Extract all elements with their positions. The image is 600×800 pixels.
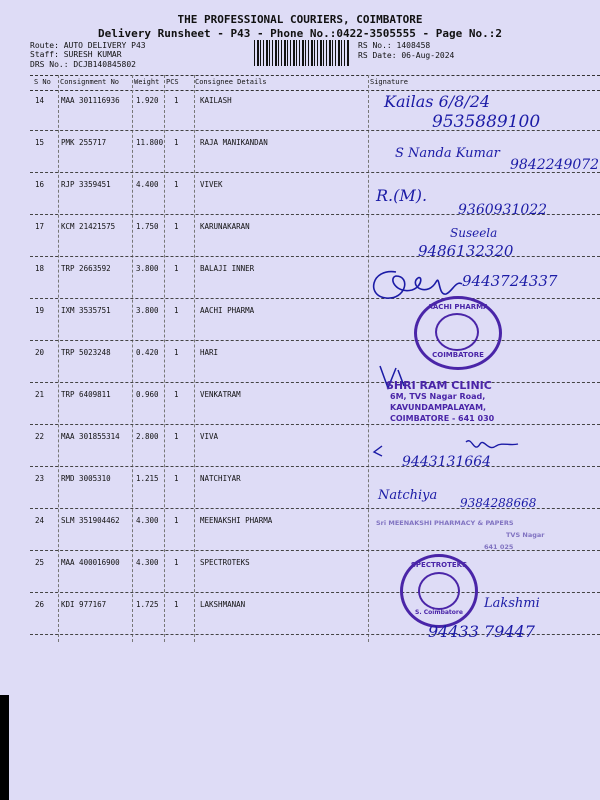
cell-weight: 4.400 [136, 180, 159, 189]
row-divider [30, 466, 600, 467]
cell-pcs: 1 [174, 180, 179, 189]
sig-26: Lakshmi [484, 596, 540, 611]
cell-sno: 19 [35, 306, 45, 315]
cell-consignment: TRP 2663592 [61, 264, 111, 273]
phone-17: 9486132320 [418, 242, 514, 260]
cell-consignment: PMK 255717 [61, 138, 107, 147]
cell-consignee: VIVA [200, 432, 219, 441]
cell-consignee: LAKSHMANAN [200, 600, 246, 609]
phone-18: 9443724337 [462, 272, 558, 290]
cell-sno: 26 [35, 600, 45, 609]
cell-consignee: RAJA MANIKANDAN [200, 138, 268, 147]
clinic-address-2: KAVUNDAMPALAYAM, [390, 403, 487, 412]
cell-sno: 20 [35, 348, 45, 357]
col-signature: Signature [370, 78, 408, 86]
cell-sno: 22 [35, 432, 45, 441]
stamp-text-top: SPECTROTEKS [410, 561, 468, 569]
cell-weight: 1.920 [136, 96, 159, 105]
cell-consignment: RMD 3005310 [61, 474, 111, 483]
runsheet-subtitle: Delivery Runsheet - P43 - Phone No.:0422-3505555 - Page No.:2 [98, 27, 502, 40]
cell-pcs: 1 [174, 390, 179, 399]
cell-weight: 4.300 [136, 516, 159, 525]
stamp-text-bottom: S. Coimbatore [415, 609, 463, 616]
cell-pcs: 1 [174, 348, 179, 357]
cell-sno: 23 [35, 474, 45, 483]
rs-date: RS Date: 06-Aug-2024 [358, 51, 455, 60]
stamp-inner-ring [435, 313, 479, 351]
col-sno: S No [34, 78, 51, 86]
stamp-inner-ring [418, 572, 460, 610]
cell-weight: 4.300 [136, 558, 159, 567]
cell-sno: 18 [35, 264, 45, 273]
cell-consignee: SPECTROTEKS [200, 558, 250, 567]
cell-weight: 3.800 [136, 306, 159, 315]
cell-pcs: 1 [174, 96, 179, 105]
cell-weight: 1.215 [136, 474, 159, 483]
row-divider [30, 298, 600, 299]
cell-weight: 3.800 [136, 264, 159, 273]
drs-number: DRS No.: DCJB140845802 [30, 60, 136, 69]
phone-22: 9443131664 [402, 454, 492, 470]
cell-sno: 14 [35, 96, 45, 105]
cell-sno: 16 [35, 180, 45, 189]
cell-pcs: 1 [174, 558, 179, 567]
cell-pcs: 1 [174, 516, 179, 525]
cell-consignment: IXM 3535751 [61, 306, 111, 315]
stamp-text-top: AACHI PHARMA [427, 303, 489, 311]
cell-consignee: KAILASH [200, 96, 232, 105]
cell-consignment: KDI 977167 [61, 600, 107, 609]
cell-weight: 1.725 [136, 600, 159, 609]
phone-26: 94433 79447 [428, 622, 535, 641]
rs-number: RS No.: 1408458 [358, 41, 431, 50]
meenakshi-line-1: Sri MEENAKSHI PHARMACY & PAPERS [376, 519, 514, 527]
sig-16: R.(M). [376, 186, 428, 205]
cell-consignee: BALAJI INNER [200, 264, 255, 273]
cell-weight: 2.800 [136, 432, 159, 441]
cell-consignment: SLM 351904462 [61, 516, 120, 525]
meenakshi-line-3: 641 025 [484, 543, 514, 551]
barcode [254, 40, 350, 66]
sig-17: Suseela [450, 226, 498, 240]
col-pcs: PCS [166, 78, 179, 86]
aachi-pharma-stamp [414, 296, 502, 370]
row-divider [30, 592, 600, 593]
cell-pcs: 1 [174, 222, 179, 231]
cell-consignment: MAA 400016900 [61, 558, 120, 567]
phone-23: 9384288668 [460, 496, 537, 510]
cell-weight: 1.750 [136, 222, 159, 231]
scan-edge-bar [0, 695, 9, 800]
cell-pcs: 1 [174, 600, 179, 609]
runsheet-title: THE PROFESSIONAL COURIERS, COIMBATORE [177, 13, 423, 26]
cell-pcs: 1 [174, 138, 179, 147]
cell-pcs: 1 [174, 264, 179, 273]
phone-16: 9360931022 [458, 202, 548, 218]
meenakshi-pharma-stamp [376, 517, 544, 553]
cell-consignee: MEENAKSHI PHARMA [200, 516, 273, 525]
column-divider [132, 75, 133, 642]
column-divider [164, 75, 165, 642]
phone-14: 9535889100 [432, 112, 541, 132]
cell-pcs: 1 [174, 474, 179, 483]
phone-15: 9842249072 [510, 157, 600, 173]
col-consignment: Consignment No [60, 78, 120, 86]
column-divider [194, 75, 195, 642]
spectroteks-stamp [400, 554, 478, 628]
staff-label: Staff: SURESH KUMAR [30, 50, 122, 59]
row-divider [30, 382, 600, 383]
cell-consignee: VENKATRAM [200, 390, 241, 399]
cell-consignee: VIVEK [200, 180, 223, 189]
cell-consignment: MAA 301855314 [61, 432, 120, 441]
sig-15: S Nanda Kumar [395, 146, 500, 161]
clinic-name: SHRI RAM CLINIC [386, 379, 492, 392]
clinic-address-3: COIMBATORE - 641 030 [390, 414, 495, 423]
cell-weight: 0.960 [136, 390, 159, 399]
sig-23: Natchiya [378, 488, 438, 503]
cell-pcs: 1 [174, 432, 179, 441]
clinic-address-1: 6M, TVS Nagar Road, [390, 392, 486, 401]
cell-sno: 15 [35, 138, 45, 147]
cell-sno: 25 [35, 558, 45, 567]
cell-sno: 21 [35, 390, 45, 399]
column-divider [368, 75, 369, 642]
cell-consignment: TRP 5023248 [61, 348, 111, 357]
cell-consignment: MAA 301116936 [61, 96, 120, 105]
cell-sno: 17 [35, 222, 45, 231]
meenakshi-line-2: TVS Nagar [506, 531, 545, 539]
cell-consignee: KARUNAKARAN [200, 222, 250, 231]
col-weight: Weight [134, 78, 160, 86]
cell-consignee: HARI [200, 348, 219, 357]
cell-consignee: NATCHIYAR [200, 474, 241, 483]
col-consignee: Consignee Details [195, 78, 267, 86]
cell-consignment: RJP 3359451 [61, 180, 111, 189]
cell-sno: 24 [35, 516, 45, 525]
route-label: Route: AUTO DELIVERY P43 [30, 41, 146, 50]
cell-consignment: TRP 6409811 [61, 390, 111, 399]
cell-consignee: AACHI PHARMA [200, 306, 255, 315]
cell-consignment: KCM 21421575 [61, 222, 116, 231]
shri-ram-clinic-stamp [386, 380, 494, 424]
row-divider [30, 256, 600, 257]
cell-weight: 0.420 [136, 348, 159, 357]
row-divider [30, 424, 600, 425]
sig-14: Kailas 6/8/24 [384, 92, 491, 111]
row-divider [30, 340, 600, 341]
stamp-text-bottom: COIMBATORE [432, 351, 484, 359]
column-divider [58, 75, 59, 642]
cell-pcs: 1 [174, 306, 179, 315]
table-header [30, 75, 600, 91]
cell-weight: 11.800 [136, 138, 164, 147]
